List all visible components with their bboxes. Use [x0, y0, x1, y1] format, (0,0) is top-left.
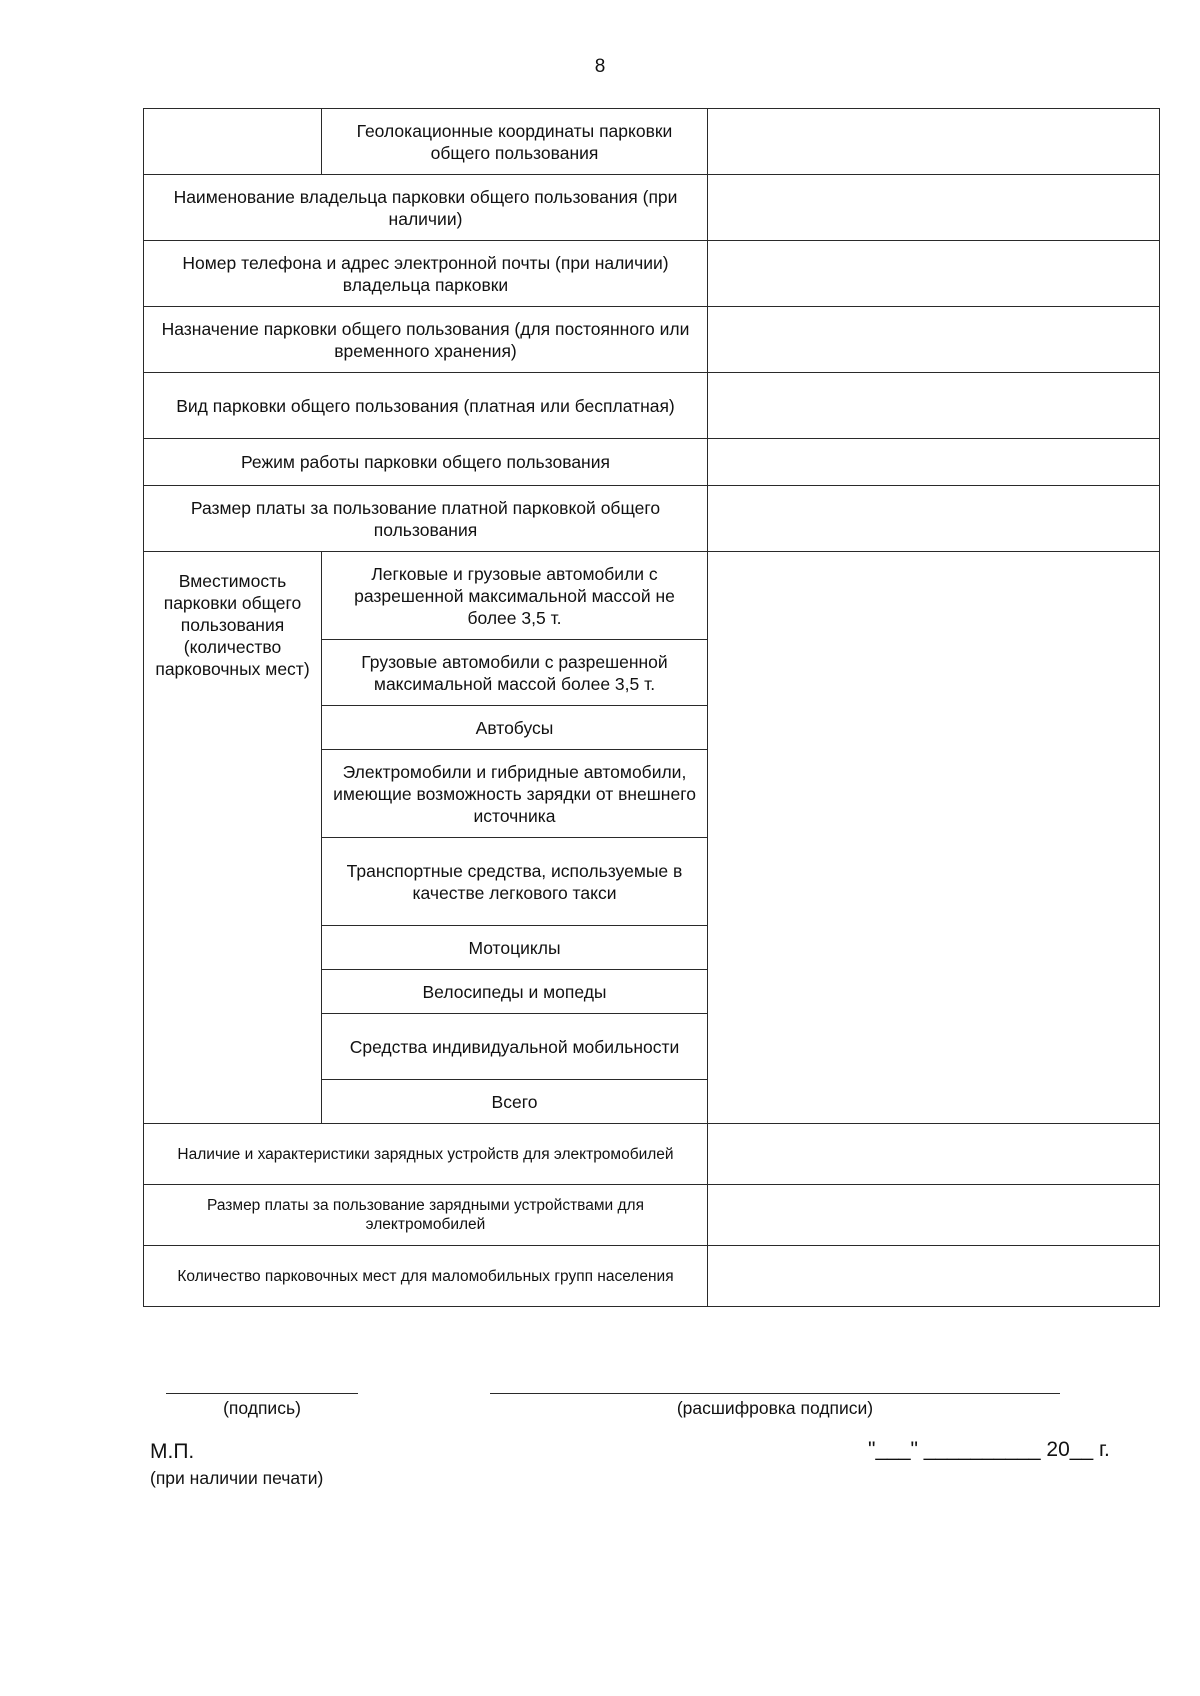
- capacity-item-taxi: Транспортные средства, используемые в качестве легкового такси: [322, 838, 708, 926]
- geolocation-label: Геолокационные координаты парковки общего пользования: [322, 109, 708, 175]
- working-hours-value-cell[interactable]: [708, 439, 1160, 486]
- table-row: [144, 1246, 1160, 1307]
- parking-info-table: [143, 108, 1160, 1307]
- stamp-label: М.П.: [150, 1440, 195, 1463]
- date-field[interactable]: "___" __________ 20__ г.: [868, 1438, 1110, 1461]
- signature-line[interactable]: [166, 1393, 358, 1394]
- capacity-item-electric-vehicles: Электромобили и гибридные автомобили, имеющие возможность зарядки от внешнего источника: [322, 750, 708, 838]
- stamp-note: (при наличии печати): [150, 1468, 324, 1488]
- owner-name-value-cell[interactable]: [708, 175, 1160, 241]
- accessible-spaces-value-cell[interactable]: [708, 1246, 1160, 1307]
- parking-purpose-label: Назначение парковки общего пользования (для постоянного или временного хранения): [144, 307, 708, 373]
- accessible-spaces-label: Количество парковочных мест для маломобильных групп населения: [144, 1246, 708, 1307]
- signature-decoding-line[interactable]: [490, 1393, 1060, 1394]
- parking-purpose-value-cell[interactable]: [708, 307, 1160, 373]
- owner-contacts-value-cell[interactable]: [708, 241, 1160, 307]
- table-row: [144, 241, 1160, 307]
- empty-cell: [144, 109, 322, 175]
- owner-contacts-label: Номер телефона и адрес электронной почты (при наличии) владельца парковки: [144, 241, 708, 307]
- owner-name-label: Наименование владельца парковки общего пользования (при наличии): [144, 175, 708, 241]
- table-row: [144, 307, 1160, 373]
- capacity-item-motorcycles: Мотоциклы: [322, 926, 708, 970]
- table-row: [144, 439, 1160, 486]
- geolocation-value-cell[interactable]: [708, 109, 1160, 175]
- parking-type-value-cell[interactable]: [708, 373, 1160, 439]
- capacity-item-personal-mobility: Средства индивидуальной мобильности: [322, 1014, 708, 1080]
- capacity-group-label: Вместимость парковки общего пользования (количество парковочных мест): [144, 552, 322, 1124]
- capacity-item-buses: Автобусы: [322, 706, 708, 750]
- chargers-value-cell[interactable]: [708, 1124, 1160, 1185]
- chargers-label: Наличие и характеристики зарядных устройств для электромобилей: [144, 1124, 708, 1185]
- parking-fee-label: Размер платы за пользование платной парковкой общего пользования: [144, 486, 708, 552]
- capacity-value-cell[interactable]: [708, 552, 1160, 1124]
- charging-fee-label: Размер платы за пользование зарядными устройствами для электромобилей: [144, 1185, 708, 1246]
- table-row: [144, 109, 1160, 175]
- page-number: 8: [594, 56, 606, 77]
- capacity-item-bicycles: Велосипеды и мопеды: [322, 970, 708, 1014]
- parking-fee-value-cell[interactable]: [708, 486, 1160, 552]
- signature-caption: (подпись): [223, 1398, 301, 1418]
- table-row: [144, 373, 1160, 439]
- table-row: [144, 1185, 1160, 1246]
- table-row: [144, 552, 1160, 640]
- capacity-item-heavy-trucks: Грузовые автомобили с разрешенной максимальной массой более 3,5 т.: [322, 640, 708, 706]
- table-row: [144, 1124, 1160, 1185]
- capacity-item-total: Всего: [322, 1080, 708, 1124]
- charging-fee-value-cell[interactable]: [708, 1185, 1160, 1246]
- working-hours-label: Режим работы парковки общего пользования: [144, 439, 708, 486]
- capacity-item-light-vehicles: Легковые и грузовые автомобили с разрешенной максимальной массой не более 3,5 т.: [322, 552, 708, 640]
- table-row: [144, 175, 1160, 241]
- signature-decoding-caption: (расшифровка подписи): [676, 1398, 874, 1418]
- parking-type-label: Вид парковки общего пользования (платная или бесплатная): [144, 373, 708, 439]
- table-row: [144, 486, 1160, 552]
